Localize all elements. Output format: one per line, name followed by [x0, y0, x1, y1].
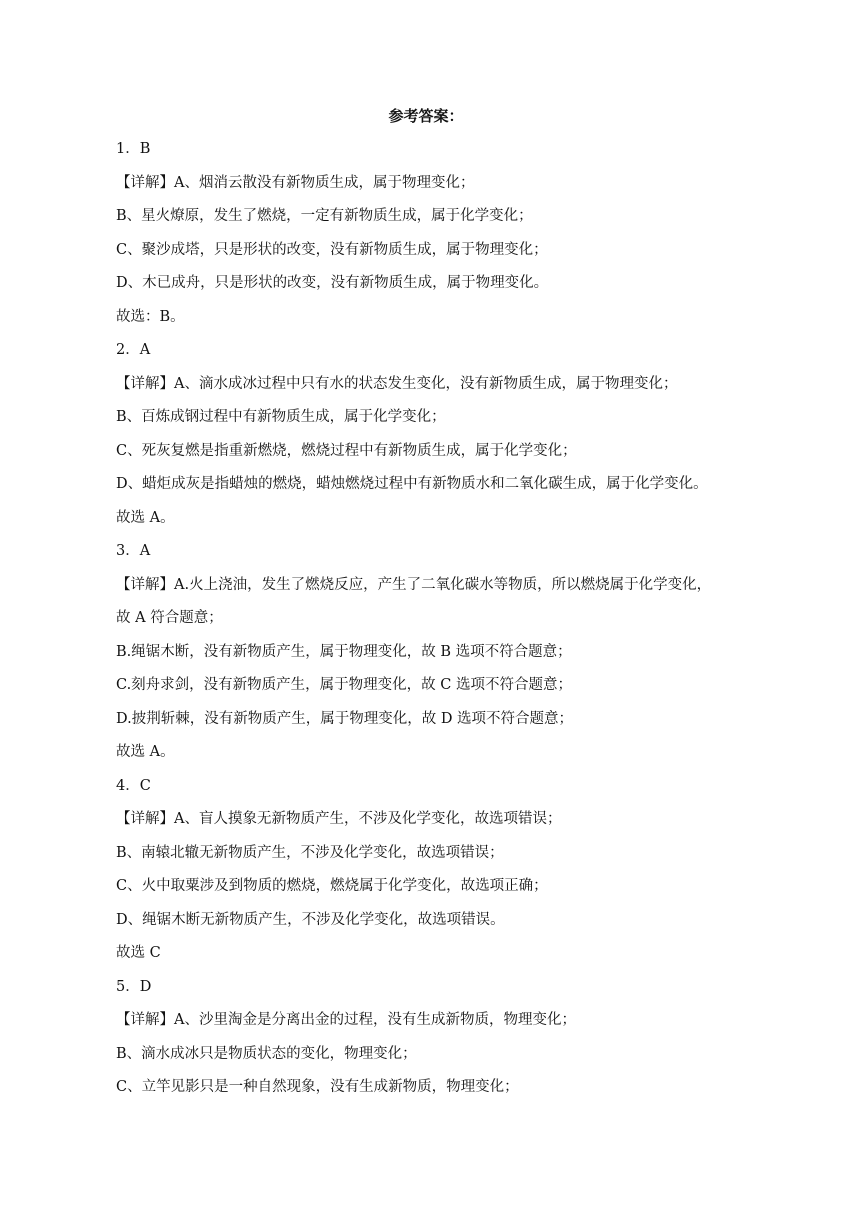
- explanation-line: 【详解】A、沙里淘金是分离出金的过程，没有生成新物质，物理变化；: [116, 1012, 576, 1028]
- explanation-line: 【详解】A、盲人摸象无新物质产生，不涉及化学变化，故选项错误；: [116, 811, 562, 827]
- answer-number: 5．D: [116, 978, 152, 995]
- answer-number: 1．B: [116, 141, 151, 157]
- explanation-line: C、聚沙成塔，只是形状的改变，没有新物质生成，属于物理变化；: [116, 241, 548, 258]
- explanation-line: 【详解】A、滴水成冰过程中只有水的状态发生变化，没有新物质生成，属于物理变化；: [116, 375, 678, 392]
- explanation-line: B、百炼成钢过程中有新物质生成，属于化学变化；: [116, 409, 446, 425]
- explanation-line: B、滴水成冰只是物质状态的变化，物理变化；: [116, 1045, 417, 1062]
- explanation-line: B、星火燎原，发生了燃烧，一定有新物质生成，属于化学变化；: [116, 208, 533, 224]
- answer-number: 2．A: [116, 342, 151, 358]
- conclusion-line: 故选 C: [116, 945, 161, 961]
- conclusion-line: 故选：B。: [116, 308, 185, 325]
- answer-number: 4．C: [116, 777, 151, 794]
- conclusion-line: 故选 A。: [116, 744, 175, 760]
- explanation-line: B、南辕北辙无新物质产生，不涉及化学变化，故选项错误；: [116, 844, 504, 861]
- explanation-line: C、死灰复燃是指重新燃烧，燃烧过程中有新物质生成，属于化学变化；: [116, 442, 577, 459]
- explanation-line: C.刻舟求剑，没有新物质产生，属于物理变化，故 C 选项不符合题意；: [116, 677, 572, 693]
- explanation-line: C、立竿见影只是一种自然现象，没有生成新物质，物理变化；: [116, 1079, 519, 1095]
- answer-number: 3．A: [116, 543, 151, 559]
- explanation-line: 故 A 符合题意；: [116, 610, 223, 626]
- answer-content: [116, 133, 756, 1105]
- explanation-line: C、火中取粟涉及到物质的燃烧，燃烧属于化学变化，故选项正确；: [116, 878, 548, 894]
- explanation-line: D、蜡炬成灰是指蜡烛的燃烧，蜡烛燃烧过程中有新物质水和二氧化碳生成，属于化学变化。: [116, 476, 708, 492]
- explanation-line: D、绳锯木断无新物质产生，不涉及化学变化，故选项错误。: [116, 911, 505, 928]
- explanation-line: D、木已成舟，只是形状的改变，没有新物质生成，属于物理变化。: [116, 275, 549, 291]
- explanation-line: 【详解】A、烟消云散没有新物质生成，属于物理变化；: [116, 174, 475, 191]
- explanation-line: 【详解】A.火上浇油，发生了燃烧反应，产生了二氧化碳水等物质，所以燃烧属于化学变化，: [116, 576, 712, 593]
- conclusion-line: 故选 A。: [116, 509, 175, 526]
- explanation-line: B.绳锯木断，没有新物质产生，属于物理变化，故 B 选项不符合题意；: [116, 643, 572, 660]
- page-title: 参考答案：: [388, 107, 464, 125]
- explanation-line: D.披荆斩棘，没有新物质产生，属于物理变化，故 D 选项不符合题意；: [116, 710, 574, 727]
